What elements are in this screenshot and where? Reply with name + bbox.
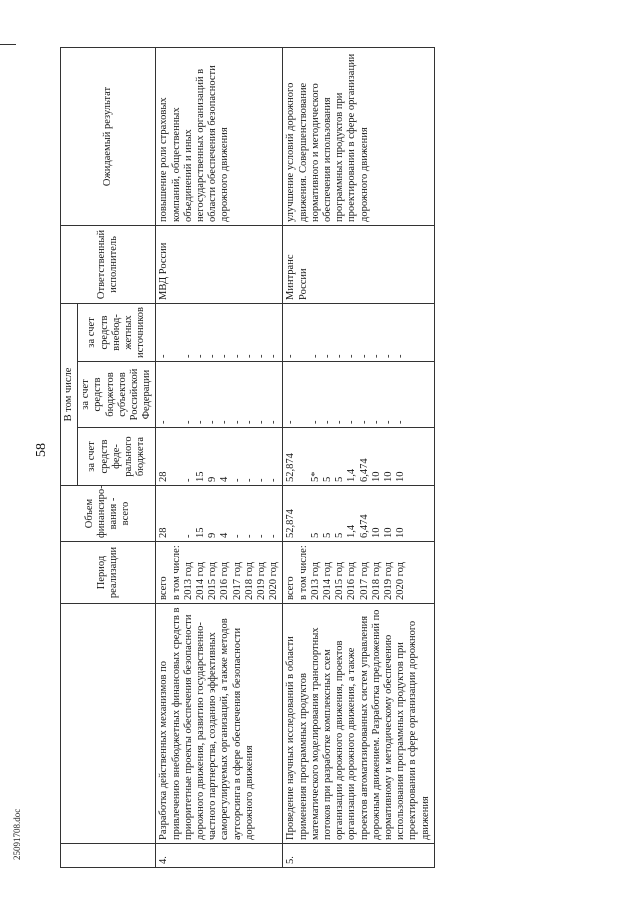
list-value: - — [182, 354, 194, 358]
list-value: - — [322, 354, 334, 358]
list-value: - — [334, 354, 346, 358]
list-value: 15 — [195, 527, 207, 538]
list-value — [171, 307, 183, 358]
list-value: - — [395, 420, 407, 424]
list-value: 2020 год — [268, 562, 280, 600]
list-value: - — [243, 420, 255, 424]
list-value: - — [231, 478, 243, 482]
list-value: 2017 год — [358, 562, 370, 600]
list-value — [171, 365, 183, 424]
header-rule — [0, 44, 16, 45]
list-value: - — [268, 354, 280, 358]
header-result: Ожидаемый результат — [61, 47, 156, 225]
list-value: 5 — [309, 532, 321, 538]
list-value: 28 — [158, 527, 170, 538]
list-value: - — [346, 354, 358, 358]
list-value: 5 — [334, 476, 346, 482]
list-value: - — [268, 534, 280, 538]
list-value: 2014 год — [322, 562, 334, 600]
volume-list — [283, 486, 434, 542]
list-value: - — [309, 420, 321, 424]
list-value: 5* — [309, 471, 321, 482]
regional-list — [156, 362, 283, 428]
federal-list — [283, 428, 434, 486]
list-value: - — [219, 354, 231, 358]
list-value: 2016 год — [346, 562, 358, 600]
federal-list — [156, 428, 283, 486]
measures-table — [60, 47, 435, 868]
list-value: 2019 год — [383, 562, 395, 600]
list-value: 1,4 — [346, 524, 358, 538]
list-value: 10 — [383, 527, 395, 538]
list-value: - — [231, 420, 243, 424]
list-value — [171, 489, 183, 538]
list-value: 5 — [322, 532, 334, 538]
list-value: - — [256, 478, 268, 482]
list-value: - — [268, 478, 280, 482]
list-value: 10 — [395, 471, 407, 482]
list-value: в том числе: — [297, 545, 309, 600]
list-value: - — [268, 420, 280, 424]
list-value: 2016 год — [219, 562, 231, 600]
list-value: - — [158, 354, 170, 358]
list-value: 2018 год — [243, 562, 255, 600]
list-value: - — [370, 420, 382, 424]
list-value — [298, 489, 310, 538]
extrabudget-list — [283, 303, 434, 361]
list-value: 9 — [207, 476, 219, 482]
list-value — [298, 307, 310, 358]
table-row — [156, 47, 283, 867]
list-value: 2019 год — [256, 562, 268, 600]
responsible-executor: МВД России — [156, 225, 283, 303]
volume-list — [156, 486, 283, 542]
list-value: 1,4 — [346, 468, 358, 482]
list-value: - — [256, 534, 268, 538]
list-value: 10 — [370, 527, 382, 538]
list-value: 4 — [219, 476, 231, 482]
list-value: - — [309, 354, 321, 358]
list-value: - — [195, 420, 207, 424]
document-footer: 25091708.doc — [12, 808, 22, 860]
table-row — [283, 47, 434, 867]
list-value: 2015 год — [334, 562, 346, 600]
list-value: в том числе: — [170, 545, 182, 600]
list-value: - — [243, 354, 255, 358]
header-including: В том числе — [61, 303, 78, 485]
list-value: всего — [158, 576, 170, 600]
row-number: 5. — [283, 844, 434, 868]
list-value: 10 — [383, 471, 395, 482]
list-value: 2018 год — [370, 562, 382, 600]
list-value: - — [322, 420, 334, 424]
header-name — [61, 604, 156, 844]
list-value: - — [207, 354, 219, 358]
header-volume: Объем финансиро-вания - всего — [61, 486, 156, 542]
list-value: - — [158, 420, 170, 424]
list-value: - — [256, 354, 268, 358]
list-value: - — [285, 354, 297, 358]
list-value: - — [358, 420, 370, 424]
list-value: 52,874 — [285, 509, 297, 538]
list-value: - — [195, 354, 207, 358]
list-value — [298, 431, 310, 482]
row-number: 4. — [156, 844, 283, 868]
regional-list — [283, 362, 434, 428]
list-value: - — [182, 478, 194, 482]
header-extrabudget: за счет средств внебюд-жетных источников — [78, 303, 156, 361]
list-value: 6,474 — [358, 458, 370, 482]
header-federal: за счет средств феде-рального бюджета — [78, 428, 156, 486]
list-value: - — [231, 354, 243, 358]
list-value: 15 — [195, 471, 207, 482]
list-value — [298, 365, 310, 424]
period-list — [283, 542, 434, 604]
expected-result: улучшение условий дорожного движения. Совершенствование нормативного и методического обеспечения использования программных продуктов при проектировании в сфере организации дорожного движения — [283, 47, 434, 225]
list-value: - — [346, 420, 358, 424]
list-value: 28 — [158, 471, 170, 482]
list-value: - — [395, 354, 407, 358]
list-value: всего — [285, 576, 297, 600]
list-value — [171, 431, 183, 482]
list-value: 2020 год — [395, 562, 407, 600]
list-value: 52,874 — [285, 453, 297, 482]
header-regional: за счет средств бюджетов субъектов Российской Федерации — [78, 362, 156, 428]
header-responsible: Ответственный исполнитель — [61, 225, 156, 303]
list-value: 2017 год — [231, 562, 243, 600]
expected-result: повышение роли страховых компаний, общественных объединений и иных негосударственных организаций в области обеспечения безопасности дорожного движения — [156, 47, 283, 225]
measure-name: Проведение научных исследований в области применения программных продуктов математического моделирования транспортных потоков при разработке комплексных схем организации дорожного движения, проектов организации дорожного движения, а также проектов автоматизированных систем управления дорожным движением. Разработка предложений по нормативному и методическому обеспечению использования программных продуктов при проектировании в сфере организации дорожного движения — [283, 604, 434, 844]
list-value: 5 — [334, 532, 346, 538]
list-value: 2014 год — [195, 562, 207, 600]
list-value: - — [256, 420, 268, 424]
list-value: - — [383, 354, 395, 358]
list-value: - — [182, 534, 194, 538]
period-list — [156, 542, 283, 604]
list-value: 2015 год — [207, 562, 219, 600]
list-value: - — [219, 420, 231, 424]
list-value: - — [358, 354, 370, 358]
measure-name: Разработка действенных механизмов по привлечению внебюджетных финансовых средств в приоритетные проекты обеспечения безопасности дорожного движения, развитию государственно-частного партнерства, созданию эффективных саморегулируемых организаций, а также методов аутсорсинга в сфере обеспечения безопасности дорожного движения — [156, 604, 283, 844]
list-value: 9 — [207, 532, 219, 538]
list-value: 5 — [322, 476, 334, 482]
responsible-executor: Минтранс России — [283, 225, 434, 303]
list-value: - — [207, 420, 219, 424]
list-value: 4 — [219, 532, 231, 538]
extrabudget-list — [156, 303, 283, 361]
list-value: 10 — [370, 471, 382, 482]
list-value: 6,474 — [358, 514, 370, 538]
list-value: 2013 год — [309, 562, 321, 600]
list-value: 2013 год — [182, 562, 194, 600]
header-period: Период реализации — [61, 542, 156, 604]
list-value: - — [243, 478, 255, 482]
list-value: 10 — [395, 527, 407, 538]
page-number: 58 — [34, 443, 49, 457]
list-value: - — [334, 420, 346, 424]
list-value: - — [182, 420, 194, 424]
header-number — [61, 844, 156, 868]
list-value: - — [383, 420, 395, 424]
rotated-table-wrapper — [60, 48, 580, 868]
list-value: - — [370, 354, 382, 358]
list-value: - — [285, 420, 297, 424]
list-value: - — [243, 534, 255, 538]
list-value: - — [231, 534, 243, 538]
